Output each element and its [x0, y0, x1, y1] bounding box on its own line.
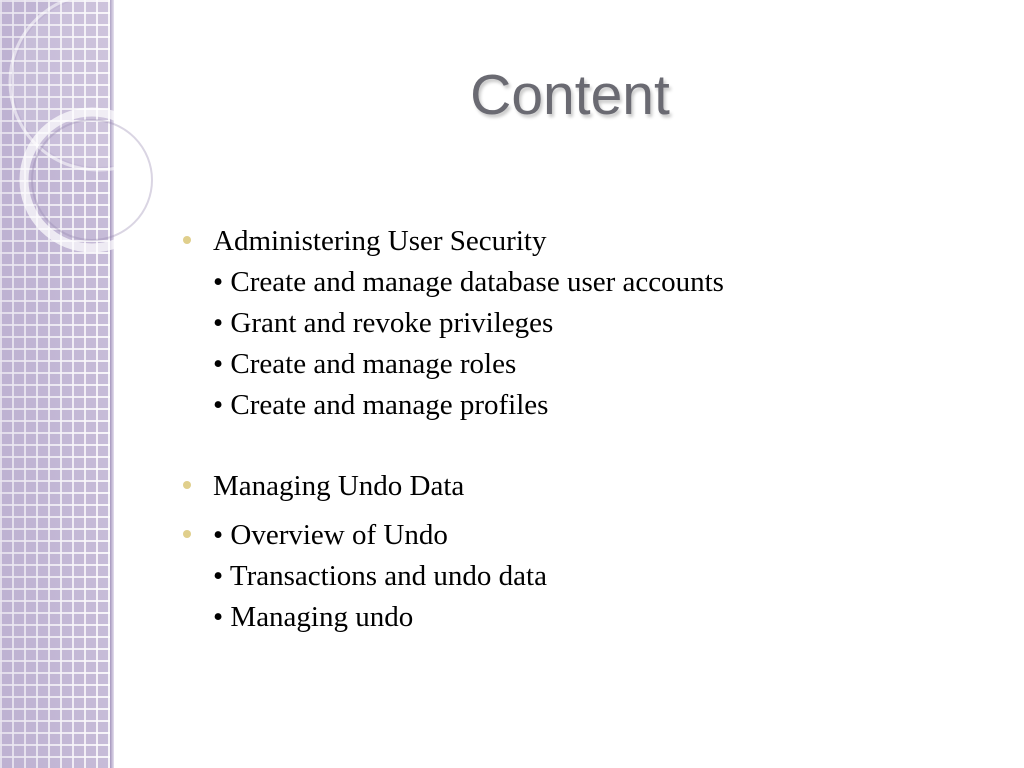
bullet-list — [180, 221, 980, 638]
bullet-icon — [183, 481, 191, 489]
list-item-text: • Transactions and undo data — [213, 560, 547, 592]
list-item — [180, 466, 980, 507]
spacer — [180, 507, 980, 515]
list-item — [180, 515, 980, 638]
bullet-icon — [183, 236, 191, 244]
list-item-text: Managing Undo Data — [213, 470, 465, 502]
list-item-text: Administering User Security — [213, 225, 547, 257]
list-item-text: • Overview of Undo — [213, 519, 448, 551]
list-item-text: • Grant and revoke privileges — [213, 307, 554, 339]
list-item-text: • Create and manage profiles — [213, 389, 549, 421]
bullet-icon — [183, 530, 191, 538]
slide-title: Content — [470, 63, 670, 127]
list-item — [180, 221, 980, 426]
spacer — [180, 426, 980, 466]
decorative-swirl-icon — [0, 0, 140, 260]
list-item-text: • Managing undo — [213, 601, 414, 633]
list-item-text: • Create and manage roles — [213, 348, 517, 380]
list-item-text: • Create and manage database user accounts — [213, 266, 724, 298]
